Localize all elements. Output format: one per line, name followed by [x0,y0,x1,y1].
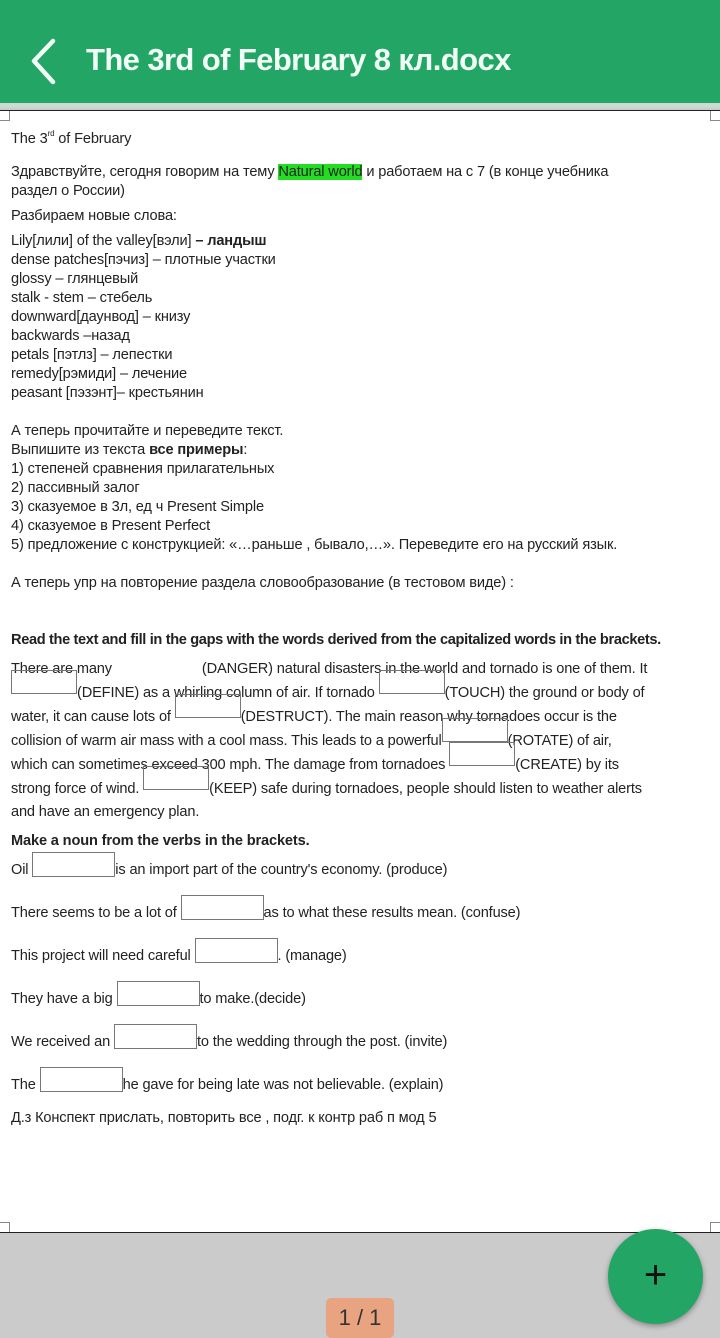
fill-text: (KEEP) safe during tornadoes, people should listen to weather alerts [209,781,642,797]
task-intro: А теперь прочитайте и переведите текст. [11,423,284,439]
header-divider [0,103,720,108]
fill-exercise-title: Read the text and fill in the gaps with the words derived from the capitalized words in the brackets. [11,632,661,648]
fill-line [11,780,642,798]
highlighted-topic: Natural world [278,164,363,180]
task-item: 5) предложение с конструкцией: «…раньше , бывало,…». Переведите его на русский язык. [11,537,618,553]
document-page[interactable] [0,110,720,1233]
noun-text: The [11,1077,40,1093]
vocab-item [11,251,276,269]
add-button[interactable] [608,1229,703,1324]
vocab-item [11,327,130,345]
fill-text: collision of warm air mass with a cool mass. This leads to a powerful [11,733,442,749]
noun-exercise-title: Make a noun from the verbs in the brackets. [11,833,310,849]
vocab-text: petals [пэтлз] – лепестки [11,347,173,363]
noun-line [11,990,306,1008]
app-header [0,0,720,103]
fill-text: strong force of wind. [11,781,144,797]
fill-text: (DESTRUCT). The main reason why tornadoes occur is the [240,709,617,725]
vocab-text: glossy – глянцевый [11,271,139,287]
fill-text: There are many [11,661,112,677]
noun-text: as to what these results mean. (confuse) [263,905,521,921]
fill-text: (CREATE) by its [515,757,619,773]
vocab-text: stalk - stem – стебель [11,290,153,306]
noun-text: We received an [11,1034,114,1050]
vocab-item [11,346,172,364]
noun-line [11,861,447,879]
fill-line [11,660,647,678]
fill-line [11,708,617,726]
intro-line [11,163,608,181]
page-corner-mark [710,1222,720,1232]
vocab-text: remedy[рэмиди] – лечение [11,366,188,382]
noun-line [11,1076,443,1094]
heading-text: of February [54,131,132,147]
heading-text: The 3 [11,131,48,147]
noun-line [11,904,520,922]
page-corner-mark [0,1222,10,1232]
vocab-text: Lily[лили] of the valley[вэли] [11,233,196,249]
task-item: 2) пассивный залог [11,480,140,496]
doc-heading [11,130,131,148]
fill-line [11,756,619,774]
plus-icon: + [643,1253,668,1297]
noun-line [11,1033,447,1051]
noun-line [11,947,347,965]
fill-text: (ROTATE) of air, [507,733,612,749]
fill-last-line: and have an emergency plan. [11,804,200,820]
noun-text: . (manage) [277,948,347,964]
vocab-text: backwards –назад [11,328,130,344]
document-title: The 3rd of February 8 кл.docx [86,42,511,77]
fill-line [11,732,612,750]
noun-text: to the wedding through the post. (invite) [196,1034,448,1050]
fill-text: which can sometimes exceed 300 mph. The damage from tornadoes [11,757,450,773]
vocab-item [11,365,187,383]
homework-line: Д.з Конспект прислать, повторить все , подг. к контр раб п мод 5 [11,1110,437,1126]
vocab-item [11,308,190,326]
vocab-item [11,270,138,288]
fill-text: (DEFINE) as a whirling column of air. If tornado [77,685,379,701]
vocab-text: peasant [пэзэнт]– крестьянин [11,385,204,401]
task-item: 1) степеней сравнения прилагательных [11,461,275,477]
vocab-item [11,232,266,250]
vocab-translation: – ландыш [195,233,267,249]
vocab-item [11,289,152,307]
vocab-text: downward[даунвод] – книзу [11,309,191,325]
noun-text: This project will need careful [11,948,195,964]
vocab-title: Разбираем новые слова: [11,208,177,224]
task-item: 3) сказуемое в 3л, ед ч Present Simple [11,499,264,515]
fill-text: (TOUCH) the ground or body of [444,685,645,701]
vocab-item [11,384,204,402]
page-corner-mark [0,111,10,121]
page-indicator: 1 / 1 [326,1298,394,1338]
back-button[interactable] [26,38,66,86]
review-line: А теперь упр на повторение раздела словообразование (в тестовом виде) : [11,575,514,591]
noun-text: is an import part of the country's economy. (produce) [115,862,448,878]
task-item: 4) сказуемое в Present Perfect [11,518,210,534]
noun-text: Oil [11,862,33,878]
fill-text: water, it can cause lots of [11,709,175,725]
task-colon: : [243,442,248,458]
fill-line [11,684,644,702]
intro-text: и работаем на с 7 (в конце учебника [362,164,609,180]
task-bold: все примеры [149,442,244,458]
intro-text: Здравствуйте, сегодня говорим на тему [11,164,279,180]
noun-text: They have a big [11,991,117,1007]
noun-text: There seems to be a lot of [11,905,181,921]
chevron-left-icon [26,38,66,86]
page-corner-mark [710,111,720,121]
heading-sup: rd [47,129,55,138]
noun-text: to make.(decide) [199,991,306,1007]
fill-text: (DANGER) natural disasters in the world and tornado is one of them. It [201,661,648,677]
vocab-text: dense patches[пэчиз] – плотные участки [11,252,276,268]
noun-text: he gave for being late was not believable. (explain) [122,1077,444,1093]
task-line [11,441,247,459]
task-text: Выпишите из текста [11,442,150,458]
intro-line-2: раздел о России) [11,183,125,199]
